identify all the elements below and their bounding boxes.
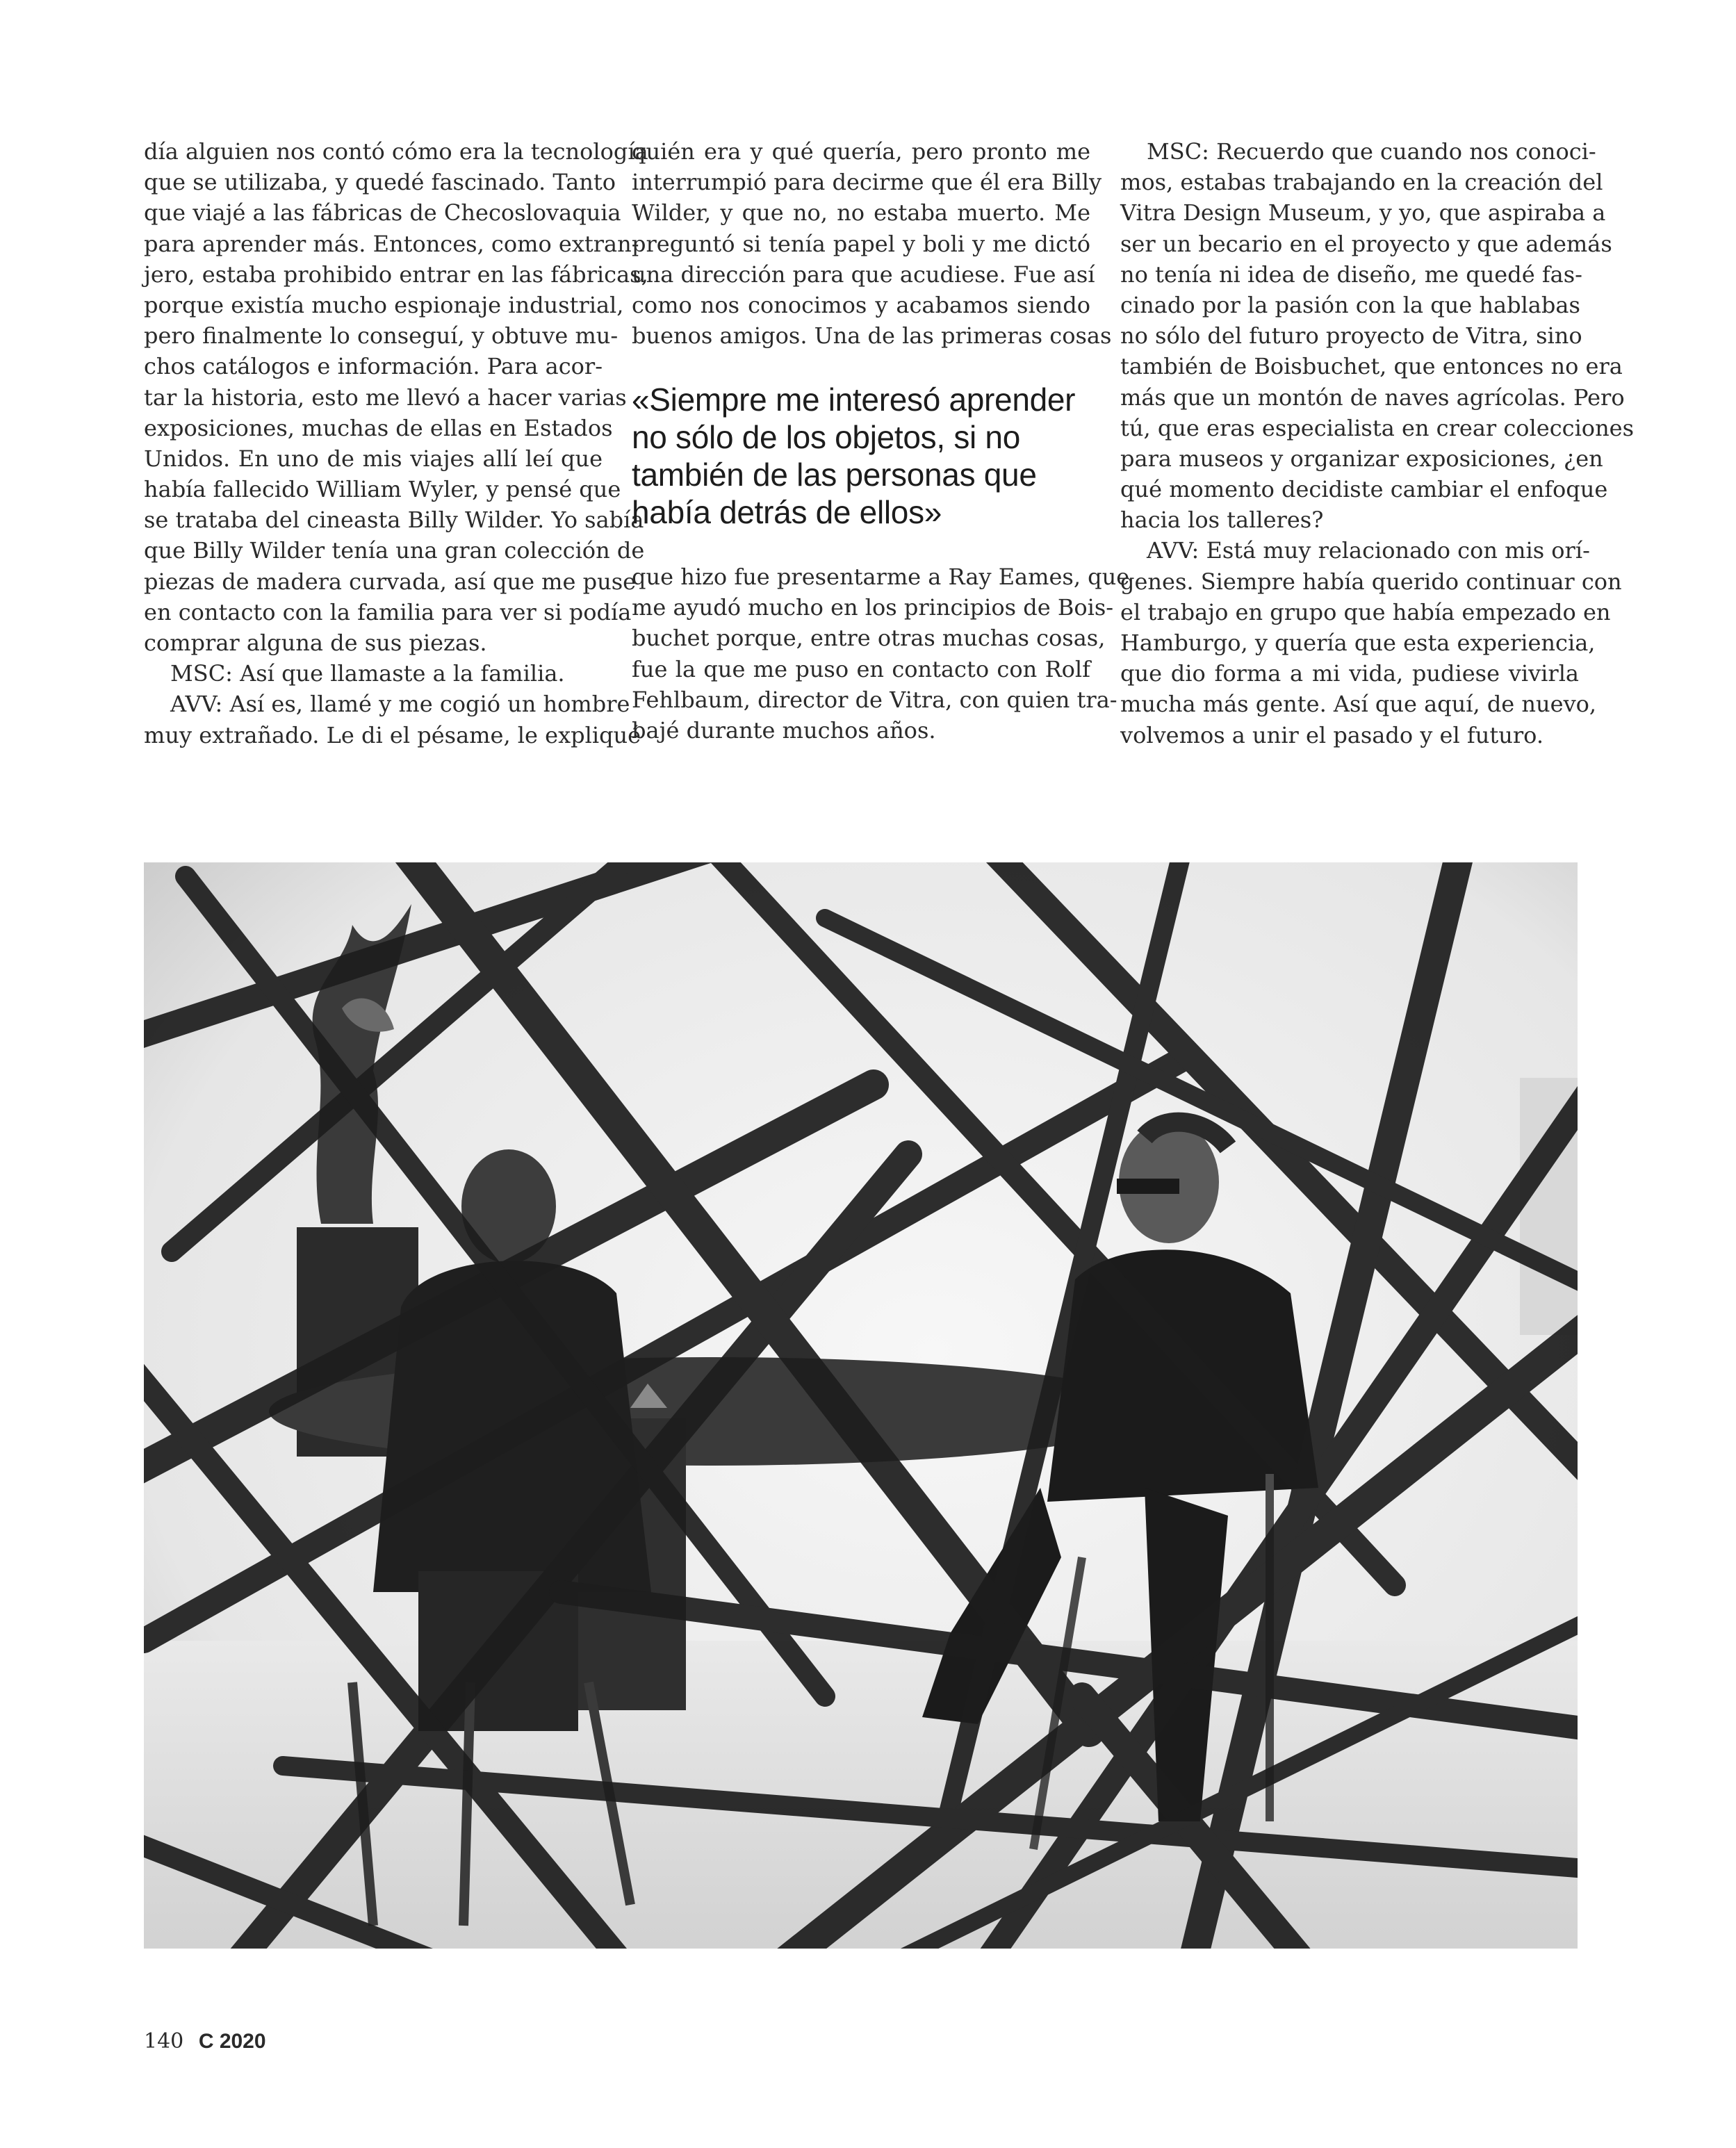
text-line: pero finalmente lo conseguí, y obtuve mu- bbox=[144, 322, 619, 350]
magazine-name: C 2020 bbox=[198, 2030, 266, 2053]
page-footer bbox=[144, 2028, 266, 2056]
dialogue-avv bbox=[144, 689, 630, 719]
article-column-2-continued bbox=[632, 561, 1130, 746]
text-line: no sólo del futuro proyecto de Vitra, sino bbox=[1120, 322, 1582, 350]
text-line: que Billy Wilder tenía una gran colección de bbox=[144, 537, 645, 564]
article-column-3 bbox=[1120, 136, 1635, 751]
text-line: me ayudó mucho en los principios de Bois- bbox=[632, 594, 1114, 621]
text-line: chos catálogos e información. Para acor- bbox=[144, 353, 603, 380]
article-column-2 bbox=[632, 136, 1112, 351]
text-line: cinado por la pasión con la que hablabas bbox=[1120, 291, 1580, 318]
text-line: buenos amigos. Una de las primeras cosas bbox=[632, 322, 1112, 350]
pull-quote-line: había detrás de ellos» bbox=[632, 494, 942, 530]
text-line: porque existía mucho espionaje industrial, bbox=[144, 291, 624, 318]
dialogue-text: Así es, llamé y me cogió un hombre bbox=[222, 691, 630, 718]
text-line: tar la historia, esto me llevó a hacer varias bbox=[144, 384, 627, 411]
text-line: muy extrañado. Le di el pésame, le expliqué bbox=[144, 721, 641, 748]
text-line: tú, que eras especialista en crear colecciones bbox=[1120, 414, 1635, 441]
text-line: comprar alguna de sus piezas. bbox=[144, 630, 487, 656]
article-column-1 bbox=[144, 136, 648, 751]
speaker-label: AVV: bbox=[170, 691, 223, 718]
text-line: quién era y qué quería, pero pronto me bbox=[632, 138, 1090, 165]
photo-illustration bbox=[144, 862, 1578, 1949]
text-line: Unidos. En uno de mis viajes allí leí que bbox=[144, 445, 603, 472]
speaker-label: MSC: bbox=[1147, 138, 1209, 165]
pull-quote-line: no sólo de los objetos, si no bbox=[632, 419, 1021, 455]
dialogue-msc bbox=[144, 658, 603, 689]
text-line: como nos conocimos y acabamos siendo bbox=[632, 291, 1090, 318]
text-line: Hamburgo, y quería que esta experiencia, bbox=[1120, 630, 1596, 656]
text-line: una dirección para que acudiese. Fue así bbox=[632, 261, 1095, 288]
text-line: más que un montón de naves agrícolas. Pero bbox=[1120, 384, 1625, 411]
text-line: bajé durante muchos años. bbox=[632, 716, 936, 744]
dialogue-text: Así que llamaste a la familia. bbox=[232, 660, 565, 687]
text-line: que viajé a las fábricas de Checoslovaquia bbox=[144, 199, 621, 227]
text-line: interrumpió para decirme que él era Billy bbox=[632, 169, 1102, 196]
text-line: mos, estabas trabajando en la creación del bbox=[1120, 169, 1603, 196]
speaker-label: MSC: bbox=[170, 660, 233, 687]
text-line: volvemos a unir el pasado y el futuro. bbox=[1120, 721, 1543, 748]
text-line: exposiciones, muchas de ellas en Estados bbox=[144, 414, 613, 441]
text-line: para aprender más. Entonces, como extran- bbox=[144, 230, 639, 257]
text-line: Fehlbaum, director de Vitra, con quien tra- bbox=[632, 686, 1117, 713]
text-line: había fallecido William Wyler, y pensé que bbox=[144, 476, 621, 503]
text-line: que dio forma a mi vida, pudiese vivirla bbox=[1120, 660, 1579, 687]
text-line: preguntó si tenía papel y boli y me dictó bbox=[632, 230, 1090, 257]
pull-quote-line: «Siempre me interesó aprender bbox=[632, 382, 1076, 418]
text-line: también de Boisbuchet, que entonces no era bbox=[1120, 353, 1623, 380]
page-number: 140 bbox=[144, 2029, 184, 2053]
pull-quote bbox=[632, 381, 1104, 531]
text-line: piezas de madera curvada, así que me puse bbox=[144, 568, 637, 595]
text-line: no tenía ni idea de diseño, me quedé fas- bbox=[1120, 261, 1582, 288]
text-line: día alguien nos contó cómo era la tecnología bbox=[144, 138, 648, 165]
text-line: jero, estaba prohibido entrar en las fábricas, bbox=[144, 261, 648, 288]
speaker-label: AVV: bbox=[1147, 537, 1199, 564]
text-line: hacia los talleres? bbox=[1120, 507, 1324, 534]
text-line: fue la que me puso en contacto con Rolf bbox=[632, 655, 1090, 682]
text-line: el trabajo en grupo que había empezado en bbox=[1120, 598, 1611, 625]
text-line: que se utilizaba, y quedé fascinado. Tanto bbox=[144, 169, 616, 196]
text-line: que hizo fue presentarme a Ray Eames, que bbox=[632, 564, 1130, 590]
text-line: genes. Siempre había querido continuar con bbox=[1120, 568, 1622, 595]
text-line: se trataba del cineasta Billy Wilder. Yo sabía bbox=[144, 507, 644, 534]
dialogue-avv bbox=[1120, 535, 1590, 566]
text-line: buchet porque, entre otras muchas cosas, bbox=[632, 625, 1106, 652]
dialogue-msc bbox=[1120, 136, 1596, 167]
dialogue-text: Está muy relacionado con mis orí- bbox=[1199, 537, 1590, 564]
dialogue-text: Recuerdo que cuando nos conoci- bbox=[1209, 138, 1596, 165]
text-line: qué momento decidiste cambiar el enfoque bbox=[1120, 476, 1608, 503]
text-line: mucha más gente. Así que aquí, de nuevo, bbox=[1120, 691, 1597, 718]
text-line: para museos y organizar exposiciones, ¿en bbox=[1120, 445, 1603, 472]
article-photo bbox=[144, 862, 1578, 1949]
text-line: Vitra Design Museum, y yo, que aspiraba a bbox=[1120, 199, 1606, 227]
text-line: ser un becario en el proyecto y que además bbox=[1120, 230, 1612, 257]
pull-quote-line: también de las personas que bbox=[632, 457, 1037, 493]
text-line: en contacto con la familia para ver si podía bbox=[144, 598, 632, 625]
text-line: Wilder, y que no, no estaba muerto. Me bbox=[632, 199, 1090, 227]
